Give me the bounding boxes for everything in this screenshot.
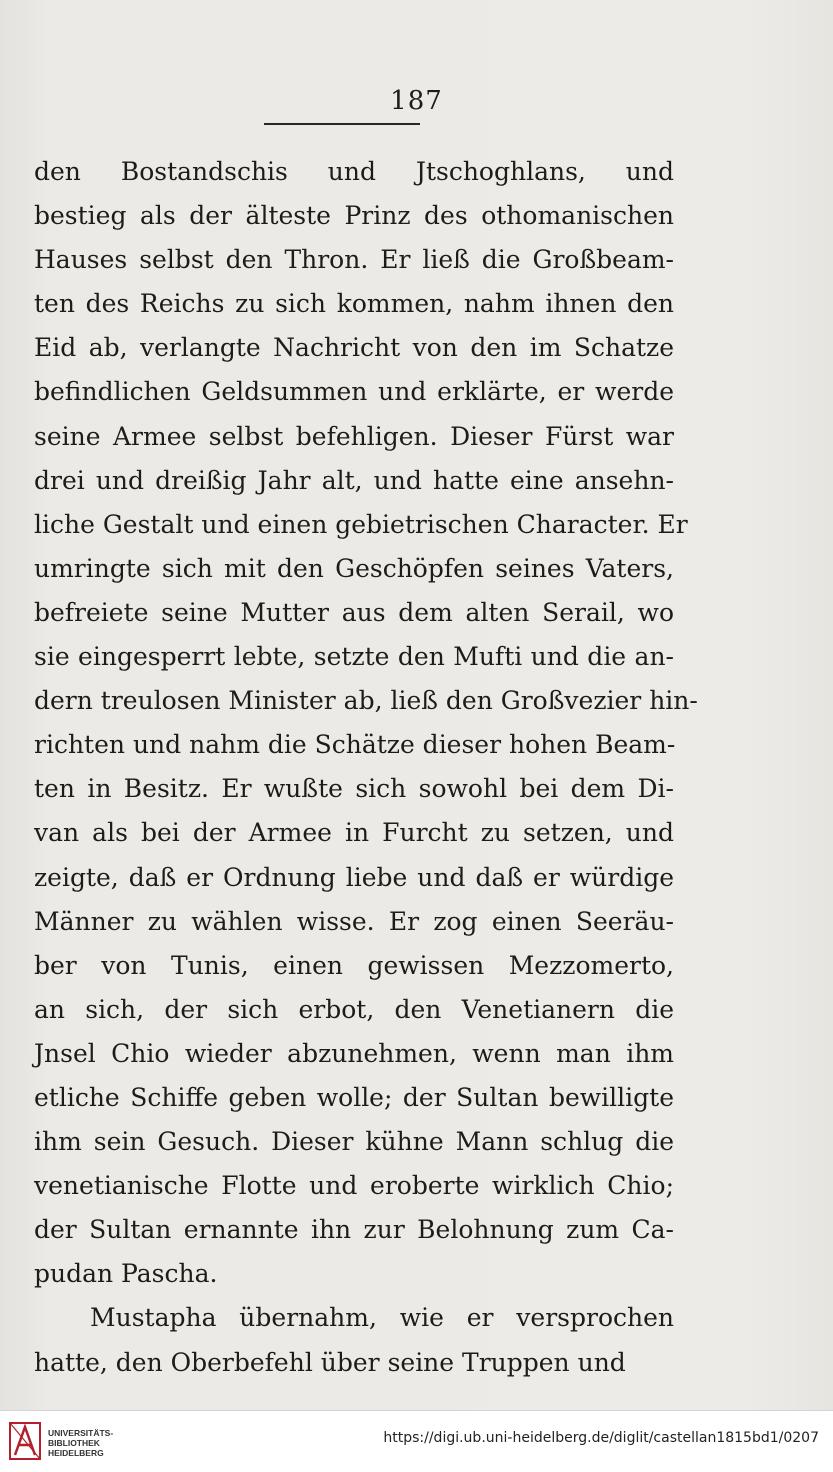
- heidelberg-library-logo-icon: [8, 1419, 42, 1463]
- text-line: pudan Pascha.: [34, 1259, 218, 1289]
- page-number-rule: [264, 123, 420, 125]
- text-line: ten des Reichs zu sich kommen, nahm ihnen den: [34, 289, 674, 319]
- text-line: Hauses selbst den Thron. Er ließ die Großbeam-: [34, 245, 674, 275]
- text-line: ber von Tunis, einen gewissen Mezzomerto,: [34, 950, 674, 980]
- text-line: Jnsel Chio wieder abzunehmen, wenn man ihm: [34, 1038, 674, 1068]
- text-line: etliche Schiffe geben wolle; der Sultan bewilligte: [34, 1082, 674, 1112]
- text-line: richten und nahm die Schätze dieser hohen Beam-: [34, 730, 676, 760]
- library-logo-text: [48, 1428, 113, 1458]
- permalink-url[interactable]: https://digi.ub.uni-heidelberg.de/diglit/castellan1815bd1/0207: [383, 1430, 819, 1446]
- text-line: zeigte, daß er Ordnung liebe und daß er würdige: [34, 862, 674, 892]
- text-line: liche Gestalt und einen gebietrischen Character. Er: [34, 509, 688, 539]
- text-line: Mustapha übernahm, wie er versprochen: [90, 1303, 674, 1333]
- logo-text-line: HEIDELBERG: [48, 1448, 104, 1458]
- text-line: Eid ab, verlangte Nachricht von den im Schatze: [34, 333, 674, 363]
- logo-text-line: UNIVERSITÄTS-: [48, 1428, 114, 1438]
- page-number: 187: [390, 86, 443, 116]
- logo-text-line: BIBLIOTHEK: [48, 1438, 100, 1448]
- text-line: ihm sein Gesuch. Dieser kühne Mann schlug die: [34, 1127, 674, 1157]
- text-line: sie eingesperrt lebte, setzte den Mufti und die an-: [34, 642, 674, 672]
- text-line: hatte, den Oberbefehl über seine Truppen und: [34, 1347, 626, 1377]
- text-line: seine Armee selbst befehligen. Dieser Fürst war: [34, 421, 674, 451]
- text-line: dern treulosen Minister ab, ließ den Großvezier hin-: [34, 686, 698, 716]
- body-text: [34, 150, 698, 1385]
- text-line: ten in Besitz. Er wußte sich sowohl bei dem Di-: [34, 774, 674, 804]
- text-line: drei und dreißig Jahr alt, und hatte eine ansehn-: [34, 465, 674, 495]
- text-line: venetianische Flotte und eroberte wirklich Chio;: [34, 1171, 674, 1201]
- text-line: Männer zu wählen wisse. Er zog einen Seeräu-: [34, 906, 674, 936]
- text-line: befreiete seine Mutter aus dem alten Serail, wo: [34, 597, 674, 627]
- text-line: van als bei der Armee in Furcht zu setzen, und: [34, 818, 674, 848]
- text-line: befindlichen Geldsummen und erklärte, er werde: [34, 377, 674, 407]
- text-line: umringte sich mit den Geschöpfen seines Vaters,: [34, 553, 674, 583]
- text-line: den Bostandschis und Jtschoghlans, und: [34, 157, 674, 186]
- viewer-footer: [0, 1410, 833, 1472]
- library-logo[interactable]: [8, 1419, 118, 1463]
- text-line: der Sultan ernannte ihn zur Belohnung zum Ca-: [34, 1215, 674, 1245]
- text-line: bestieg als der älteste Prinz des othomanischen: [34, 201, 674, 231]
- text-line: an sich, der sich erbot, den Venetianern die: [34, 994, 674, 1024]
